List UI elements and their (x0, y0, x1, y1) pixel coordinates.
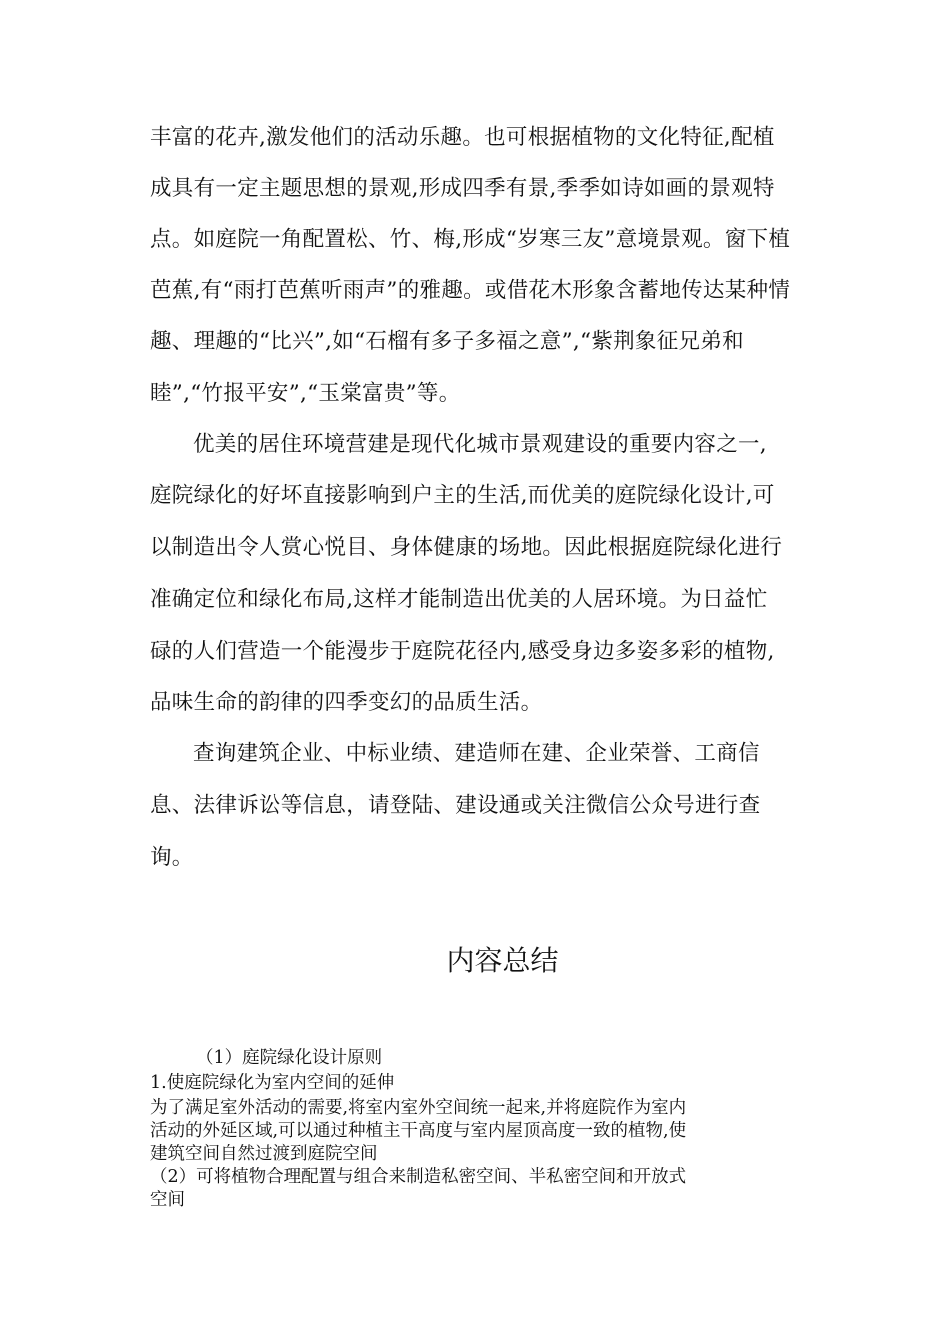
summary-line: （2）可将植物合理配置与组合来制造私密空间、半私密空间和开放式 (150, 1167, 687, 1187)
paragraph-line: 以制造出令人赏心悦目、身体健康的场地。因此根据庭院绿化进行 (150, 535, 783, 560)
paragraph-line: 息、法律诉讼等信息，请登陆、建设通或关注微信公众号进行查 (150, 793, 761, 818)
paragraph-line: 庭院绿化的好坏直接影响到户主的生活,而优美的庭院绿化设计,可 (150, 483, 775, 508)
summary-line: 活动的外延区域,可以通过种植主干高度与室内屋顶高度一致的植物,使 (150, 1121, 687, 1141)
paragraph-line: 点。如庭院一角配置松、竹、梅,形成“岁寒三友”意境景观。窗下植 (150, 227, 791, 252)
paragraph-line: 成具有一定主题思想的景观,形成四季有景,季季如诗如画的景观特 (150, 176, 775, 201)
paragraph-line: 趣、理趣的“比兴”,如“石榴有多子多福之意”,“紫荆象征兄弟和 (150, 329, 744, 354)
summary-line: 建筑空间自然过渡到庭院空间 (150, 1144, 378, 1164)
paragraph-line: 碌的人们营造一个能漫步于庭院花径内,感受身边多姿多彩的植物, (150, 639, 775, 664)
paragraph-line: 丰富的花卉,激发他们的活动乐趣。也可根据植物的文化特征,配植 (150, 125, 775, 150)
summary-line: 1.使庭院绿化为室内空间的延伸 (150, 1073, 395, 1093)
paragraph-line: 查询建筑企业、中标业绩、建造师在建、企业荣誉、工商信 (193, 741, 760, 766)
summary-line: （1）庭院绿化设计原则 (196, 1048, 383, 1068)
paragraph-line: 芭蕉,有“雨打芭蕉听雨声”的雅趣。或借花木形象含蓄地传达某种情 (150, 278, 791, 303)
paragraph-line: 品味生命的韵律的四季变幻的品质生活。 (150, 690, 543, 715)
paragraph-line: 准确定位和绿化布局,这样才能制造出优美的人居环境。为日益忙 (150, 587, 768, 612)
paragraph-line: 询。 (150, 845, 194, 870)
summary-line: 为了满足室外活动的需要,将室内室外空间统一起来,并将庭院作为室内 (150, 1098, 687, 1118)
summary-title: 内容总结 (446, 944, 559, 977)
paragraph-line: 睦”,“竹报平安”,“玉棠富贵”等。 (150, 381, 461, 406)
paragraph-line: 优美的居住环境营建是现代化城市景观建设的重要内容之一, (193, 432, 767, 457)
summary-line: 空间 (150, 1190, 185, 1210)
